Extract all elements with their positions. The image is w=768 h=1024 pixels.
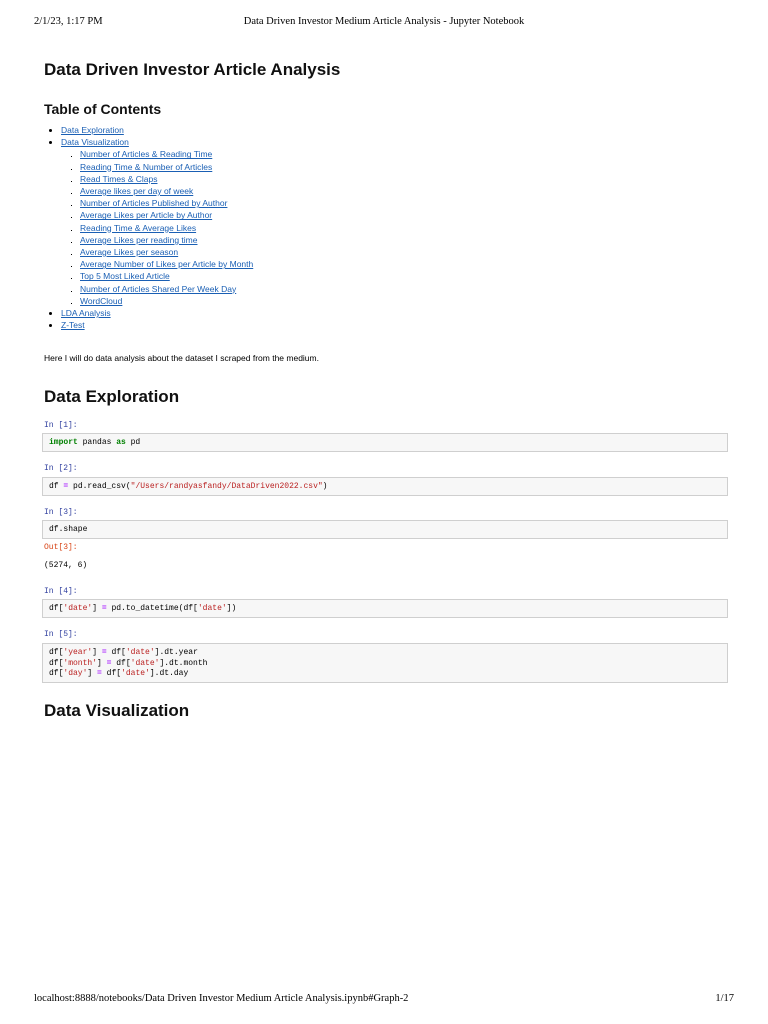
toc-subitem [80,161,253,173]
code-text: df[ [49,658,64,668]
code-cell[interactable] [42,520,728,539]
code-keyword: import [49,438,78,447]
notebook-title: Data Driven Investor Article Analysis [44,60,341,79]
toc-sublink[interactable]: Average likes per day of week [80,186,194,197]
code-text: pandas [77,438,117,447]
toc-subitem [80,234,253,246]
toc-sublink[interactable]: Average Likes per season [80,247,179,258]
code-cell[interactable] [42,643,728,683]
toc-subitem [80,246,253,258]
code-cell[interactable] [42,599,728,618]
intro-text: Here I will do data analysis about the dataset I scraped from the medium. [44,353,319,363]
toc-sublist [61,148,253,307]
toc-item [61,124,253,136]
toc-link-data-visualization[interactable]: Data Visualization [61,137,129,148]
toc-sublink[interactable]: Average Likes per reading time [80,234,198,245]
code-operator: = [101,648,107,657]
toc-sublink[interactable]: Read Times & Claps [80,173,158,184]
print-header [34,16,734,30]
output-prompt: Out[3]: [44,543,78,552]
code-cell[interactable] [42,433,728,452]
code-text: pd [125,438,141,447]
code-operator: = [97,669,102,678]
code-string: 'date' [63,604,93,613]
code-text: df[ [101,669,122,678]
code-string: "/Users/randyasfandy/DataDriven2022.csv" [130,482,323,491]
print-url: localhost:8888/notebooks/Data Driven Investor Medium Article Analysis.ipynb#Graph-2 [34,993,409,1004]
section-heading-data-exploration: Data Exploration [44,387,180,406]
toc-subitem [80,222,253,234]
code-text: df[ [49,669,64,678]
toc-sublink[interactable]: Number of Articles & Reading Time [80,149,213,160]
code-text: ] [97,658,107,668]
code-string: 'date' [121,669,150,678]
code-text: df[ [111,658,131,668]
code-text: pd.to_datetime(df[ [106,604,198,613]
table-of-contents [44,124,253,331]
code-string: 'month' [63,658,98,668]
toc-subitem [80,295,253,307]
cell-output: (5274, 6) [44,561,88,570]
toc-subitem [80,270,253,282]
toc-sublink[interactable]: Number of Articles Shared Per Week Day [80,283,237,294]
toc-sublink[interactable]: Average Number of Likes per Article by Month [80,259,254,270]
code-text: df.shape [49,525,88,534]
toc-subitem [80,197,253,209]
toc-subitem [80,209,253,221]
code-text: df[ [49,648,64,657]
code-string: 'year' [63,648,93,657]
code-text: ].dt.month [159,658,208,668]
code-text: df[ [49,604,64,613]
toc-link-data-exploration[interactable]: Data Exploration [61,125,124,135]
code-text: ] [92,648,102,657]
input-prompt: In [4]: [44,587,78,596]
section-heading-data-visualization: Data Visualization [44,701,190,720]
input-prompt: In [2]: [44,464,78,473]
code-text: ] [92,604,102,613]
toc-link-lda-analysis[interactable]: LDA Analysis [61,308,111,319]
page-number: 1/17 [715,993,734,1004]
code-text: ].dt.year [154,648,198,657]
input-prompt: In [5]: [44,630,78,639]
toc-sublink[interactable]: Reading Time & Average Likes [80,222,197,233]
code-string: 'date' [125,648,155,657]
code-string: 'day' [63,669,88,678]
code-cell[interactable] [42,477,728,496]
toc-sublink[interactable]: WordCloud [80,295,123,306]
code-text: ] [87,669,98,678]
toc-heading: Table of Contents [44,101,162,117]
toc-item [61,319,253,331]
print-footer [34,993,734,1007]
input-prompt: In [1]: [44,421,78,430]
toc-subitem [80,258,253,270]
print-page-title: Data Driven Investor Medium Article Analysis - Jupyter Notebook [243,16,525,27]
code-operator: = [63,482,69,491]
code-text: ) [322,482,328,491]
code-text: df [49,482,64,491]
code-operator: = [101,604,107,613]
toc-sublink[interactable]: Number of Articles Published by Author [80,198,228,209]
toc-subitem [80,283,253,295]
code-string: 'date' [197,604,227,613]
code-text: ]) [226,604,237,613]
toc-link-z-test[interactable]: Z-Test [61,320,85,331]
toc-subitem [80,148,253,160]
toc-sublink[interactable]: Average Likes per Article by Author [80,210,213,221]
toc-item [61,307,253,319]
toc-sublink[interactable]: Reading Time & Number of Articles [80,161,213,172]
input-prompt: In [3]: [44,508,78,517]
toc-sublink[interactable]: Top 5 Most Liked Article [80,271,170,282]
code-text: pd.read_csv( [68,482,131,491]
code-keyword: as [116,438,126,447]
toc-subitem [80,185,253,197]
code-text: df[ [106,648,126,657]
code-text: ].dt.day [149,669,189,678]
toc-item [61,136,253,307]
code-operator: = [106,658,112,668]
print-datetime: 2/1/23, 1:17 PM [34,16,103,27]
toc-subitem [80,173,253,185]
code-string: 'date' [130,658,160,668]
